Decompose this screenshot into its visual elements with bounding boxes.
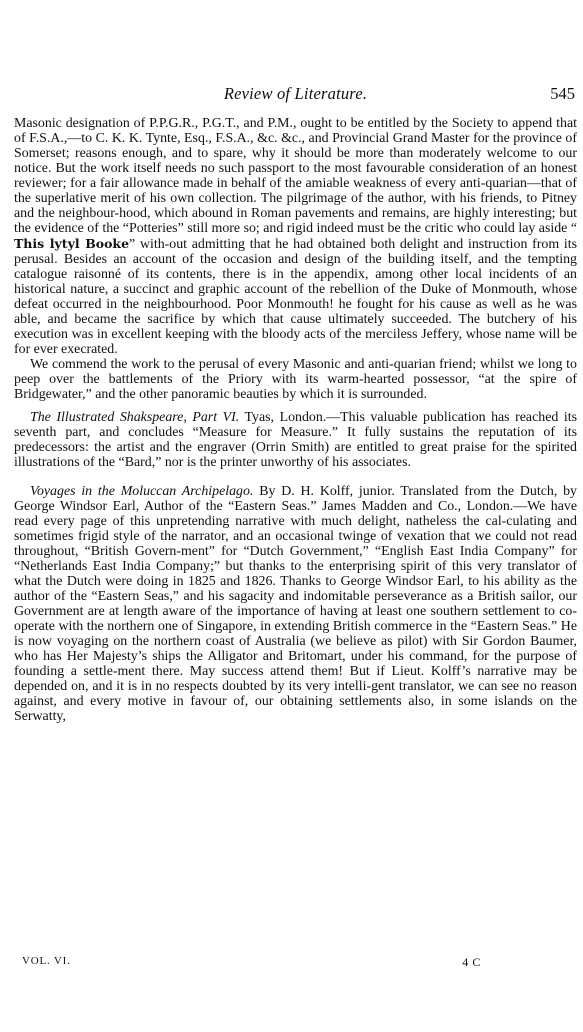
review-shakspeare (14, 410, 577, 470)
signature-mark: 4 C (462, 955, 481, 969)
review-moluccan-text: By D. H. Kolff, junior. Translated from the Dutch, by George Windsor Earl, Author of the “Eastern Seas.” James Madden and Co., London.—We have read every page of this unpretending narrative with much delight, natheless the cal-culating and sometimes frigid style of the narrator, and an occasional twinge of vexation that we could not read throughout, “British Govern-ment” for “Dutch Government,” “English East India Company” for “Netherlands East India Company;” but thanks to the enterprising spirit of this very translator of what the Dutch were doing in 1825 and 1826. Thanks to George Windsor Earl, to his ability as the author of the “Eastern Seas,” and his sagacity and indomitable perseverance as a British sailor, our Government are at length aware of the importance of having at least one southern settlement to co-operate with the northern one of Singapore, in extending British commerce in the “Eastern Seas.” He is now voyaging on the northern coast of Australia (we believe as pilot) with Sir Gordon Baumer, who has Her Majesty’s ships the Alligator and Britomart, under his command, for the purpose of founding a settle-ment there. May success attend them! But if Lieut. Kolff’s narrative may be depended on, and it is in no respects doubted by its very intelli-gent translator, we can see no reason against, and every motive in favour of, our obtaining settlements also, in some islands on the Serwatty, (14, 484, 577, 724)
paragraph-2 (14, 357, 577, 402)
book-page (14, 0, 577, 1032)
running-title: Review of Literature. (223, 84, 368, 103)
paragraph-1 (14, 116, 577, 357)
volume-mark: VOL. VI. (22, 955, 71, 967)
review-shakspeare-text: Tyas, London.—This valuable publication has reached its seventh part, and concludes “Measure for Measure.” It fully sustains the reputation of its predecessors: the artist and the engraver (Orrin Smith) are entitled to great praise for the spirited illustrations of the “Bard,” nor is the printer unworthy of his associates. (14, 410, 577, 470)
paragraph-2-text: We commend the work to the perusal of every Masonic and anti-quarian friend; whilst we long to peep over the battlements of the Priory with its warm-hearted possessor, “at the spire of Bridgewater,” and the other panoramic beauties by which it is surrounded. (14, 357, 577, 402)
page-number: 545 (550, 84, 575, 103)
paragraph-1-text-before: Masonic designation of P.P.G.R., P.G.T., and P.M., ought to be entitled by the Society to append that of F.S.A.,—to C. K. K. Tynte, Esq., F.S.A., &c. &c., and Provincial Grand Master for the province of Somerset; reasons enough, and to spare, why it should be more than moderately welcome to our notice. But the work itself needs no such passport to the most favourable consideration of an honest reviewer; for a fair allowance made in behalf of the amiable weakness of every anti-quarian—that of the superlative merit of his own collection. The pilgrimage of the author, with his friends, to Pitney and the neighbour-hood, which abound in Roman pavements and remains, are highly interesting; but the evidence of the “Potteries” still more so; and rigid indeed must be the critic who could lay aside “ (14, 116, 577, 236)
body-text (14, 116, 577, 724)
review-moluccan-title: Voyages in the Moluccan Archipelago. (30, 484, 254, 499)
page-footer (14, 955, 577, 973)
page-header (14, 84, 577, 108)
review-moluccan (14, 484, 577, 724)
review-shakspeare-title: The Illustrated Shakspeare, Part VI. (30, 410, 240, 425)
paragraph-1-text-after: ” with-out admitting that he had obtained both delight and instruction from its perusal. Besides an account of the occasion and design of the building itself, and the tempting catalogue raisonné of its contents, there is in the appendix, among other local incidents of an historical nature, a succinct and graphic account of the rebellion of the Duke of Monmouth, whose defeat occurred in the neighbourhood. Poor Monmouth! he fought for his cause as well as he was able, and became the sacrifice by which that cause ultimately succeeded. The butchery of his execution was in excellent keeping with the bloody acts of the merciless Jeffery, whose name will be for ever execrated. (14, 237, 577, 357)
blackletter-title: This lytyl Booke (14, 236, 130, 251)
